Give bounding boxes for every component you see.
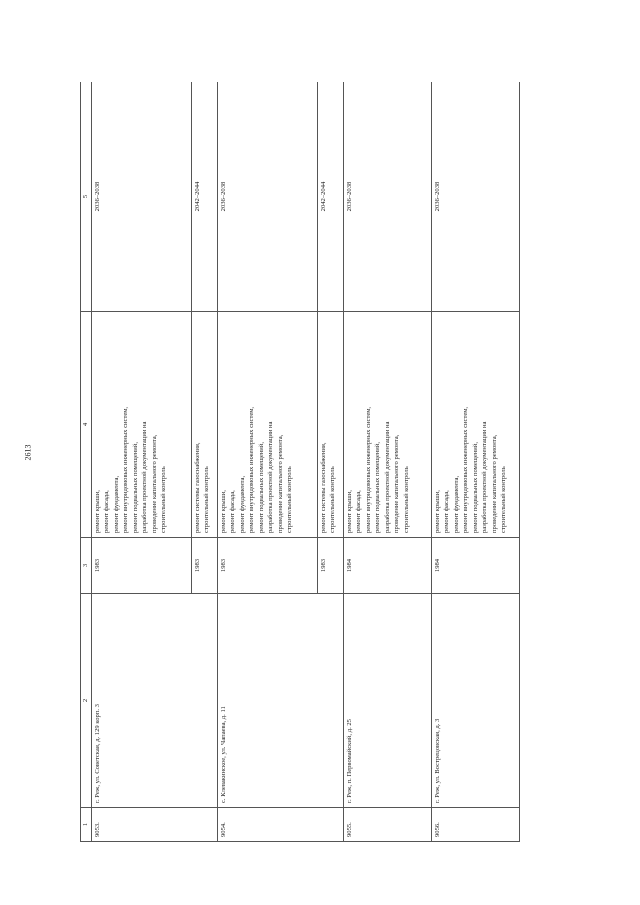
column-header: 1 (81, 808, 92, 842)
work-item: ремонт фасада, (229, 490, 237, 533)
work-item: ремонт подвальных помещений, (131, 442, 139, 533)
works-cell (217, 312, 317, 538)
table-sheet (80, 82, 540, 842)
table-row (431, 82, 519, 842)
period-cell: 2042–2044 (317, 82, 343, 312)
work-item: проведение капитального ремонта, (490, 434, 498, 533)
work-item: ремонт подвальных помещений, (374, 442, 382, 533)
year-cell: 1983 (191, 538, 217, 594)
work-item: разработка проектной документации на (383, 421, 391, 533)
work-item: ремонт фундамента, (112, 475, 120, 533)
column-header: 3 (81, 538, 92, 594)
work-item: ремонт фундамента, (452, 475, 460, 533)
row-number: 9056. (431, 808, 519, 842)
repair-schedule-table (80, 82, 520, 842)
work-item: ремонт системы газоснабжения, (319, 442, 327, 533)
column-header: 5 (81, 82, 92, 312)
period-cell: 2036–2038 (343, 82, 431, 312)
address-cell: г. Реж, п. Первомайский, д. 25 (343, 594, 431, 808)
work-item: ремонт внутридомовых инженерных систем, (364, 406, 372, 533)
year-cell: 1984 (343, 538, 431, 594)
year-cell: 1983 (91, 538, 191, 594)
works-cell (191, 312, 217, 538)
work-item: ремонт подвальных помещений, (257, 442, 265, 533)
year-cell: 1983 (217, 538, 317, 594)
period-cell: 2036–2038 (431, 82, 519, 312)
table-row (91, 82, 191, 842)
work-item: ремонт внутридомовых инженерных систем, (122, 406, 130, 533)
work-item: проведение капитального ремонта, (276, 434, 284, 533)
period-cell: 2042–2044 (191, 82, 217, 312)
work-item: ремонт внутридомовых инженерных систем, (462, 406, 470, 533)
work-item: строительный контроль (402, 466, 410, 533)
work-item: ремонт фасада, (355, 490, 363, 533)
row-number: 9055. (343, 808, 431, 842)
work-item: ремонт крыши, (219, 490, 227, 533)
work-item: ремонт внутридомовых инженерных систем, (248, 406, 256, 533)
work-item: проведение капитального ремонта, (393, 434, 401, 533)
year-cell: 1984 (431, 538, 519, 594)
period-cell: 2036–2038 (91, 82, 191, 312)
row-number: 9054. (217, 808, 343, 842)
row-number: 9053. (91, 808, 217, 842)
header-row (81, 82, 92, 842)
column-header: 4 (81, 312, 92, 538)
address-cell: с. Клевакинское, ул. Чапаева, д. 11 (217, 594, 343, 808)
table-body (91, 82, 519, 842)
work-item: разработка проектной документации на (141, 421, 149, 533)
address-cell: г. Реж, ул. Советская, д. 129 корп. 3 (91, 594, 217, 808)
works-cell (343, 312, 431, 538)
works-cell (431, 312, 519, 538)
page-number: 2613 (23, 444, 33, 461)
period-cell: 2036–2038 (217, 82, 317, 312)
works-cell (91, 312, 191, 538)
work-item: строительный контроль (329, 466, 337, 533)
work-item: ремонт фасада, (103, 490, 111, 533)
rotated-table-area (80, 82, 540, 842)
address-cell: г. Реж, ул. Вострецовская, д. 3 (431, 594, 519, 808)
work-item: строительный контроль (500, 466, 508, 533)
works-cell (317, 312, 343, 538)
year-cell: 1983 (317, 538, 343, 594)
work-item: ремонт крыши, (345, 490, 353, 533)
work-item: строительный контроль (286, 466, 294, 533)
table-row (217, 82, 317, 842)
column-header: 2 (81, 594, 92, 808)
work-item: разработка проектной документации на (267, 421, 275, 533)
work-item: ремонт фундамента, (238, 475, 246, 533)
table-row (343, 82, 431, 842)
work-item: разработка проектной документации на (481, 421, 489, 533)
work-item: строительный контроль (203, 466, 211, 533)
work-item: строительный контроль (160, 466, 168, 533)
work-item: ремонт системы газоснабжения, (193, 442, 201, 533)
work-item: проведение капитального ремонта, (150, 434, 158, 533)
work-item: ремонт крыши, (433, 490, 441, 533)
work-item: ремонт крыши, (93, 490, 101, 533)
work-item: ремонт фасада, (443, 490, 451, 533)
work-item: ремонт подвальных помещений, (471, 442, 479, 533)
